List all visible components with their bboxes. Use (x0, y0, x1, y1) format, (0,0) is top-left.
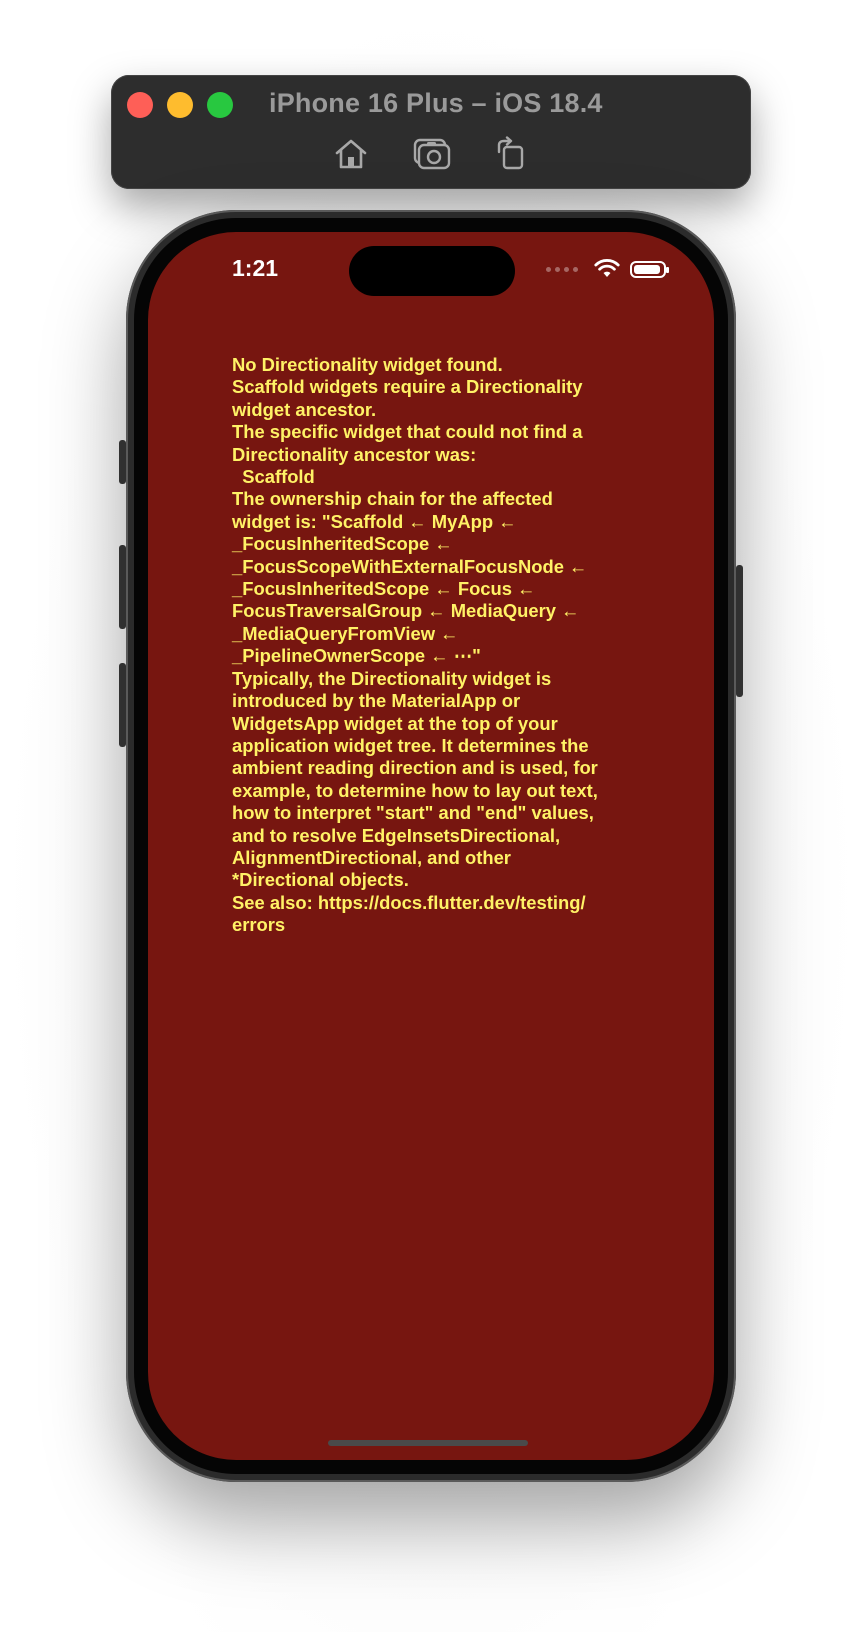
error-line: WidgetsApp widget at the top of your (232, 712, 558, 734)
error-line: errors (232, 914, 286, 936)
volume-down-button (119, 663, 126, 747)
error-line: how to interpret "start" and "end" values, (232, 802, 594, 824)
error-line: example, to determine how to lay out text, (232, 779, 598, 801)
error-line: Directionality ancestor was: (232, 443, 477, 465)
error-line: _FocusInheritedScope ← (232, 533, 453, 555)
simulator-window (111, 75, 751, 189)
error-line: FocusTraversalGroup ← MediaQuery ← (232, 600, 580, 622)
battery-icon (630, 261, 666, 278)
error-line: and to resolve EdgeInsetsDirectional, (232, 824, 561, 846)
zoom-window-button[interactable] (207, 92, 233, 118)
error-line: Typically, the Directionality widget is (232, 667, 552, 689)
minimize-window-button[interactable] (167, 92, 193, 118)
simulator-title: iPhone 16 Plus – iOS 18.4 (269, 88, 603, 118)
error-line: application widget tree. It determines the (232, 734, 589, 756)
error-line: introduced by the MaterialApp or (232, 690, 521, 712)
error-line: Scaffold (232, 466, 315, 488)
home-indicator[interactable] (328, 1440, 528, 1446)
status-indicators (546, 259, 666, 279)
error-line: The specific widget that could not find a (232, 421, 583, 443)
error-line: widget ancestor. (232, 398, 377, 420)
error-message (232, 354, 632, 937)
dynamic-island (349, 246, 515, 296)
action-button (119, 440, 126, 484)
error-line: *Directional objects. (232, 869, 409, 891)
cellular-signal-icon (546, 267, 578, 272)
error-line: widget is: "Scaffold ← MyApp ← (232, 510, 517, 532)
rotate-icon[interactable] (491, 136, 531, 172)
error-line: See also: https://docs.flutter.dev/testing/ (232, 891, 586, 913)
error-line: AlignmentDirectional, and other (232, 846, 511, 868)
error-line: ambient reading direction and is used, for (232, 757, 598, 779)
error-line: _PipelineOwnerScope ← ⋯" (232, 645, 481, 667)
error-line: _FocusInheritedScope ← Focus ← (232, 578, 536, 600)
side-button (736, 565, 743, 697)
camera-icon[interactable] (411, 136, 451, 172)
wifi-icon (594, 259, 620, 279)
error-line: No Directionality widget found. (232, 354, 503, 375)
app-screen[interactable] (148, 232, 714, 1460)
volume-up-button (119, 545, 126, 629)
error-line: _FocusScopeWithExternalFocusNode ← (232, 555, 588, 577)
error-line: The ownership chain for the affected (232, 488, 553, 510)
close-window-button[interactable] (127, 92, 153, 118)
status-time: 1:21 (232, 255, 279, 281)
error-line: Scaffold widgets require a Directionality (232, 376, 583, 398)
home-icon[interactable] (331, 136, 371, 172)
error-line: _MediaQueryFromView ← (232, 622, 459, 644)
